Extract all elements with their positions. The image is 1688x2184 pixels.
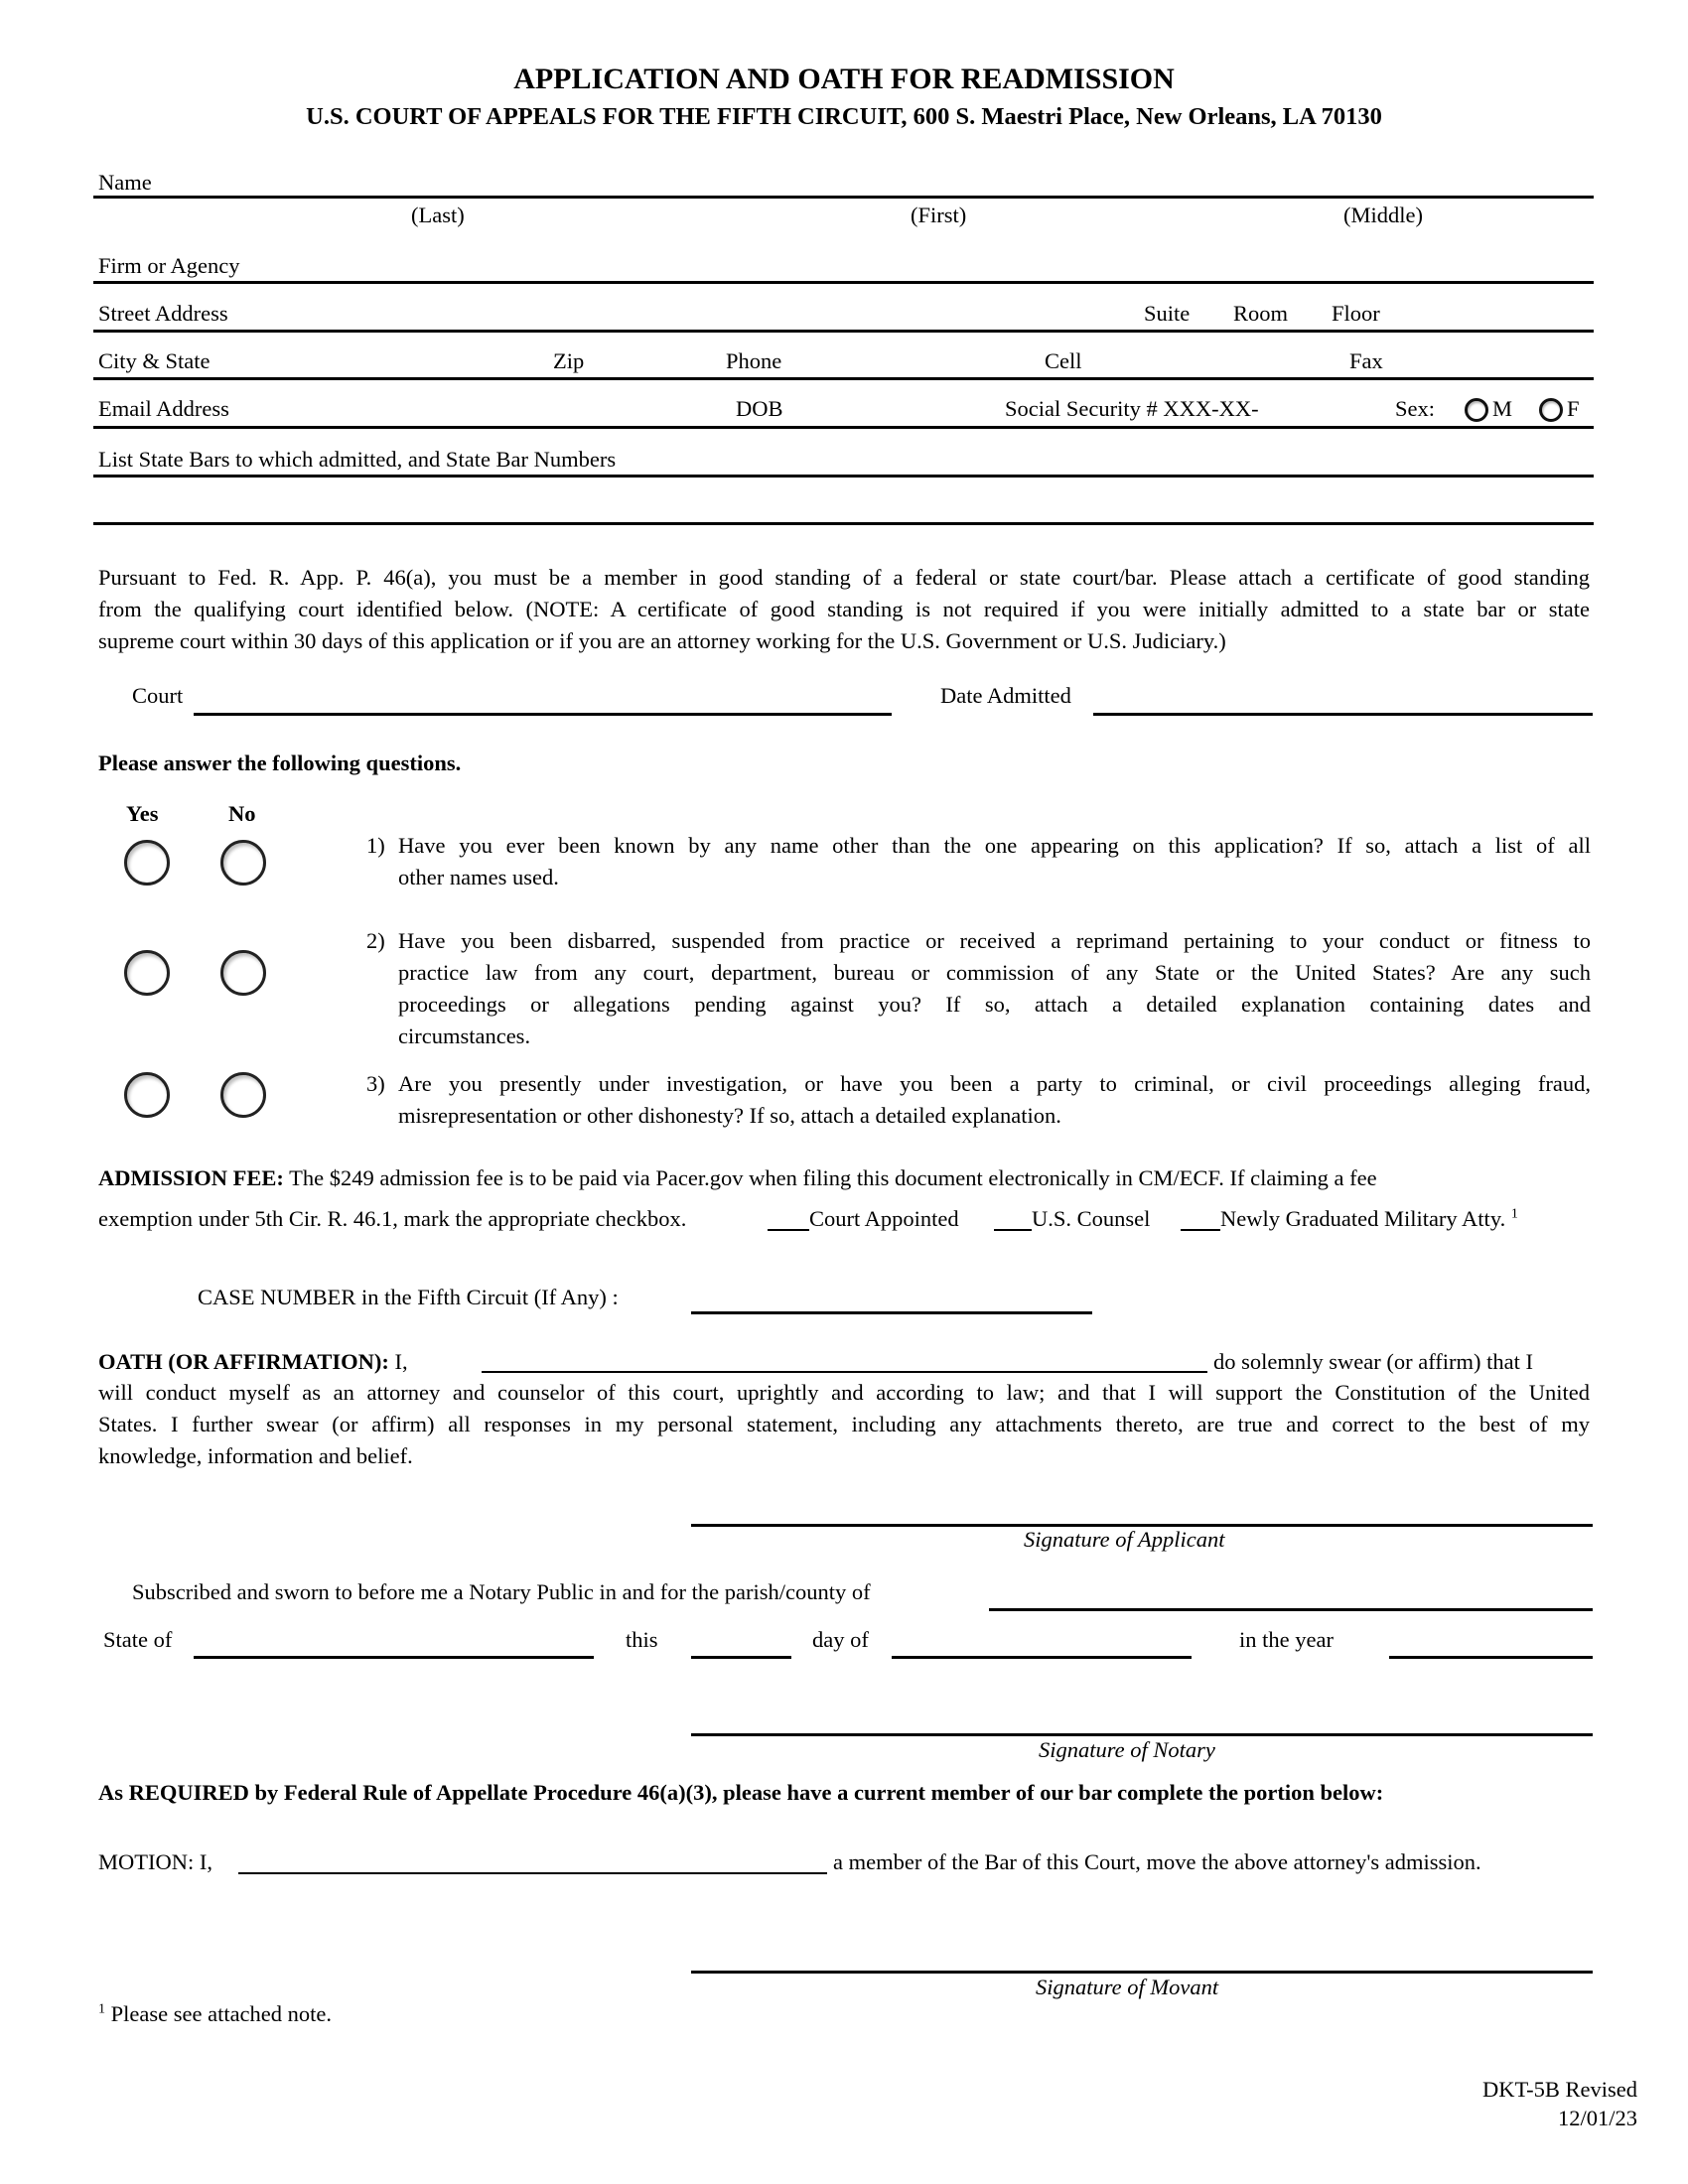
q1-no-radio[interactable] [220,840,266,886]
question-3-line-2: misrepresentation or other dishonesty? If so, attach a detailed explanation. [398,1103,1061,1128]
firm-field[interactable] [93,281,1594,284]
question-1 [366,830,1591,893]
applicant-signature-caption: Signature of Applicant [1024,1527,1225,1552]
state-bars-field-2[interactable] [93,522,1594,525]
court-appointed-label: Court Appointed [809,1206,959,1231]
year-field[interactable] [1389,1656,1593,1659]
fee-label: ADMISSION FEE: [98,1165,284,1190]
question-2-num: 2) [366,928,385,953]
day-field[interactable] [691,1656,791,1659]
sex-m-label: M [1492,396,1513,421]
room-label: Room [1233,301,1289,326]
name-field[interactable] [93,196,1594,199]
yes-heading: Yes [126,801,159,826]
dob-label: DOB [736,396,783,421]
day-of-label: day of [812,1627,869,1652]
pursuant-line-2: from the qualifying court identified below. (NOTE: A certificate of good standing is not required if you were initially admitted to a state bar or state [98,597,1590,621]
month-field[interactable] [892,1656,1192,1659]
pursuant-paragraph [98,562,1590,657]
q1-yes-radio[interactable] [124,840,170,886]
floor-label: Floor [1332,301,1380,326]
state-of-label: State of [103,1627,173,1652]
parish-county-field[interactable] [989,1608,1593,1611]
military-atty-label [1220,1205,1518,1233]
question-3-num: 3) [366,1071,385,1096]
suite-label: Suite [1144,301,1191,326]
footnote-mark: 1 [98,2001,105,2017]
zip-label: Zip [553,348,585,373]
question-2-line-4: circumstances. [398,1024,531,1048]
us-counsel-checkbox[interactable] [994,1229,1032,1231]
oath-line-3: States. I further swear (or affirm) all responses in my personal statement, including any attachments thereto, are true and correct to the best of my [98,1412,1590,1436]
footnote [98,2000,332,2028]
oath-line-1 [98,1348,408,1376]
fee-line-2: exemption under 5th Cir. R. 46.1, mark the appropriate checkbox. [98,1206,687,1231]
subscribed-text: Subscribed and sworn to before me a Notary Public in and for the parish/county of [132,1579,871,1604]
oath-name-field[interactable] [482,1371,1207,1373]
state-bars-label: List State Bars to which admitted, and State Bar Numbers [98,447,617,472]
motion-label: MOTION: I, [98,1849,212,1874]
first-caption: (First) [911,203,967,227]
questions-heading: Please answer the following questions. [98,751,462,775]
required-notice: As REQUIRED by Federal Rule of Appellate Procedure 46(a)(3), please have a current member of our bar complete the portion below: [98,1780,1384,1805]
motion-text: a member of the Bar of this Court, move the above attorney's admission. [833,1849,1481,1874]
oath-line-1-end: do solemnly swear (or affirm) that I [1213,1349,1533,1374]
fax-label: Fax [1349,348,1383,373]
question-1-line-1: Have you ever been known by any name other than the one appearing on this application? If so, attach a list of all [398,833,1591,858]
pursuant-line-1: Pursuant to Fed. R. App. P. 46(a), you must be a member in good standing of a federal or state court/bar. Please attach a certificate of good standing [98,565,1590,590]
date-admitted-label: Date Admitted [940,683,1071,708]
fee-line-1-text: The $249 admission fee is to be paid via Pacer.gov when filing this document electronically in CM/ECF. If claiming a fee [283,1165,1377,1190]
street-field[interactable] [93,330,1594,333]
military-atty-checkbox[interactable] [1181,1229,1220,1231]
case-number-field[interactable] [691,1311,1092,1314]
q2-no-radio[interactable] [220,950,266,996]
ssn-label: Social Security # XXX-XX- [1005,396,1259,421]
fee-footnote-mark: 1 [1510,1206,1518,1222]
sex-f-label: F [1567,396,1580,421]
phone-label: Phone [726,348,782,373]
date-admitted-field[interactable] [1093,713,1593,716]
oath-paragraph [98,1377,1590,1472]
form-id: DKT-5B Revised [1481,2077,1637,2102]
email-field[interactable] [93,426,1594,429]
oath-i: I, [388,1349,408,1374]
question-2-line-3: proceedings or allegations pending against you? If so, attach a detailed explanation containing dates and [398,992,1591,1017]
question-2-line-2: practice law from any court, department, bureau or commission of any State or the United States? Are any such [398,960,1591,985]
sex-f-radio[interactable] [1539,398,1563,422]
question-2-line-1: Have you been disbarred, suspended from practice or received a reprimand pertaining to your conduct or fitness to [398,928,1591,953]
name-label: Name [98,170,152,195]
question-1-num: 1) [366,833,385,858]
middle-caption: (Middle) [1343,203,1423,227]
city-field[interactable] [93,377,1594,380]
us-counsel-label: U.S. Counsel [1032,1206,1151,1231]
court-field[interactable] [194,713,892,716]
military-atty-text: Newly Graduated Military Atty. [1220,1206,1506,1231]
court-label: Court [132,683,184,708]
question-1-line-2: other names used. [398,865,559,889]
q2-yes-radio[interactable] [124,950,170,996]
last-caption: (Last) [411,203,465,227]
city-state-label: City & State [98,348,211,373]
state-of-field[interactable] [194,1656,594,1659]
oath-line-2: will conduct myself as an attorney and counselor of this court, uprightly and according to law; and that I will support the Constitution of the United [98,1380,1590,1405]
state-bars-field-1[interactable] [93,475,1594,478]
fee-line-1 [98,1164,1377,1192]
court-appointed-checkbox[interactable] [768,1229,809,1231]
notary-signature-caption: Signature of Notary [1039,1737,1215,1762]
movant-signature-caption: Signature of Movant [1036,1975,1219,1999]
pursuant-line-3: supreme court within 30 days of this application or if you are an attorney working for the U.S. Government or U.S. Judiciary.) [98,628,1226,653]
sex-label: Sex: [1395,396,1436,421]
question-2 [366,925,1591,1052]
firm-label: Firm or Agency [98,253,240,278]
q3-no-radio[interactable] [220,1072,266,1118]
this-label: this [626,1627,658,1652]
form-revision-date: 12/01/23 [1557,2106,1637,2130]
oath-label: OATH (OR AFFIRMATION): [98,1349,389,1374]
q3-yes-radio[interactable] [124,1072,170,1118]
page-title: APPLICATION AND OATH FOR READMISSION [513,63,1175,95]
case-number-label: CASE NUMBER in the Fifth Circuit (If Any) : [198,1285,619,1309]
street-label: Street Address [98,301,228,326]
in-the-year-label: in the year [1239,1627,1334,1652]
page-subtitle: U.S. COURT OF APPEALS FOR THE FIFTH CIRCUIT, 600 S. Maestri Place, New Orleans, LA 70130 [306,103,1382,130]
oath-line-4: knowledge, information and belief. [98,1443,413,1468]
question-3-line-1: Are you presently under investigation, or have you been a party to criminal, or civil proceedings alleging fraud, [398,1071,1591,1096]
cell-label: Cell [1045,348,1082,373]
footnote-text: Please see attached note. [110,2001,333,2026]
email-label: Email Address [98,396,229,421]
question-3 [366,1068,1591,1132]
no-heading: No [228,801,256,826]
motion-name-field[interactable] [238,1872,827,1874]
sex-m-radio[interactable] [1465,398,1488,422]
